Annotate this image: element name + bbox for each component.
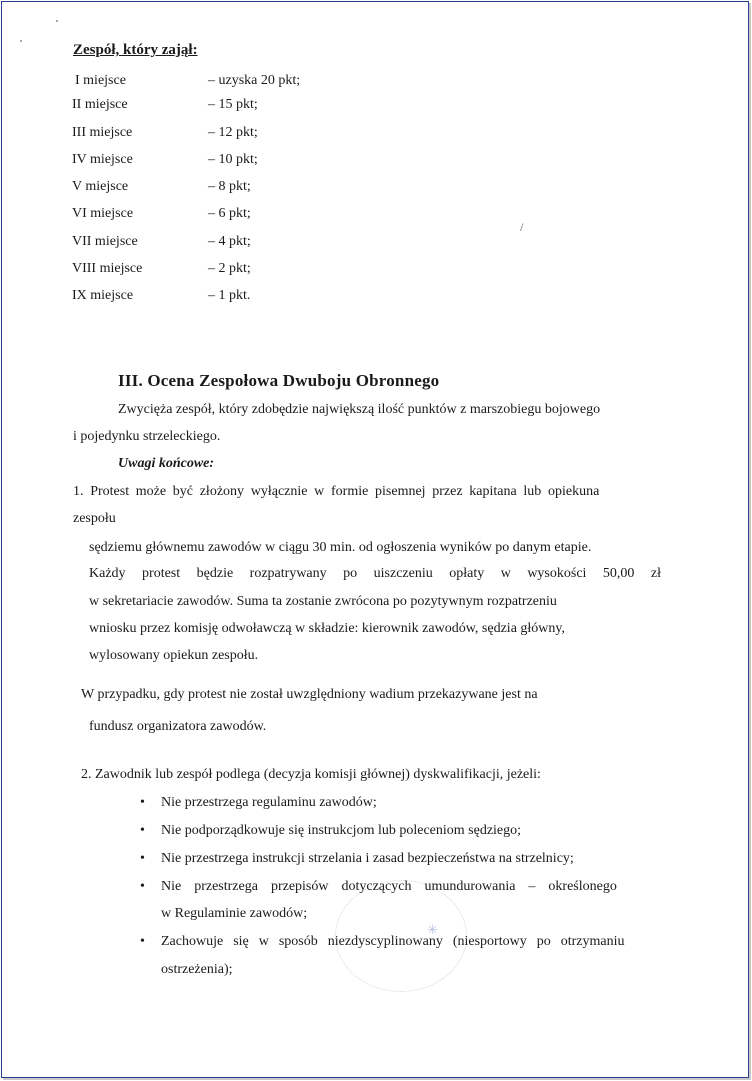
protest-line: wylosowany opiekun zespołu. xyxy=(89,648,259,663)
section-title: III. Ocena Zespołowa Dwuboju Obronnego xyxy=(118,371,440,390)
protest-line: zespołu xyxy=(73,511,116,526)
winner-text-line xyxy=(118,402,664,418)
stamp-star-icon: ✳ xyxy=(427,922,438,937)
protest-line: W przypadku, gdy protest nie został uwzględniony wadium przekazywane jest na xyxy=(81,687,538,702)
place-row xyxy=(72,261,472,281)
bullet-item xyxy=(161,879,661,895)
protest-line: sędziemu głównemu zawodów w ciągu 30 min. od ogłoszenia wyników po danym etapie. xyxy=(89,540,592,555)
bullet-item xyxy=(161,934,661,950)
justified-text: Zwycięża zespół, który zdobędzie największą ilość punktów z marszobiegu bojowego xyxy=(118,402,601,417)
bullet-item-continuation: w Regulaminie zawodów; xyxy=(161,906,308,921)
scan-speck xyxy=(20,40,22,42)
place-label: II miejsce xyxy=(72,97,128,112)
bullet-item-text: Zachowuje się w sposób niezdyscyplinowany (niesportowy po otrzymaniu xyxy=(161,934,625,949)
bullet-item-text: Nie przestrzega przepisów dotyczących umundurowania – określonego xyxy=(161,879,617,894)
place-row xyxy=(72,97,472,117)
scoring-heading: Zespół, który zajął: xyxy=(73,42,198,58)
remarks-title: Uwagi końcowe: xyxy=(118,456,215,471)
place-label: V miejsce xyxy=(72,179,129,194)
place-points: – uzyska 20 pkt; xyxy=(208,73,301,88)
protest-line: w sekretariacie zawodów. Suma ta zostanie zwrócona po pozytywnym rozpatrzeniu xyxy=(89,594,557,609)
place-points: – 2 pkt; xyxy=(208,261,251,276)
place-points: – 1 pkt. xyxy=(208,288,251,303)
place-label: III miejsce xyxy=(72,125,133,140)
place-row xyxy=(72,206,472,226)
protest-line xyxy=(73,484,664,500)
place-label: VII miejsce xyxy=(72,234,138,249)
place-label: VIII miejsce xyxy=(72,261,143,276)
place-row xyxy=(72,179,472,199)
place-points: – 4 pkt; xyxy=(208,234,251,249)
place-points: – 6 pkt; xyxy=(208,206,251,221)
scan-mark: / xyxy=(520,220,524,234)
place-label: VI miejsce xyxy=(72,206,134,221)
scan-speck xyxy=(56,20,58,22)
place-row xyxy=(72,288,472,308)
place-label: IX miejsce xyxy=(72,288,134,303)
place-row xyxy=(72,152,472,172)
place-points: – 10 pkt; xyxy=(208,152,258,167)
place-label: I miejsce xyxy=(75,73,126,88)
place-points: – 15 pkt; xyxy=(208,97,258,112)
place-points: – 12 pkt; xyxy=(208,125,258,140)
bullet-item: Nie podporządkowuje się instrukcjom lub poleceniom sędziego; xyxy=(161,823,522,838)
protest-line: wniosku przez komisję odwoławczą w składzie: kierownik zawodów, sędzia główny, xyxy=(89,621,565,636)
place-row xyxy=(72,125,472,145)
protest-line: fundusz organizatora zawodów. xyxy=(89,719,267,734)
place-label: IV miejsce xyxy=(72,152,133,167)
protest-line-text: Każdy protest będzie rozpatrywany po uiszczeniu opłaty w wysokości 50,00 zł xyxy=(89,566,662,581)
protest-line-text: 1. Protest może być złożony wyłącznie w formie pisemnej przez kapitana lub opiekuna xyxy=(73,484,600,499)
place-points: – 8 pkt; xyxy=(208,179,251,194)
bullet-icon: • xyxy=(140,823,145,838)
bullet-item-continuation: ostrzeżenia); xyxy=(161,962,233,977)
protest-line xyxy=(89,566,663,582)
bullet-item: Nie przestrzega instrukcji strzelania i zasad bezpieczeństwa na strzelnicy; xyxy=(161,851,574,866)
place-row xyxy=(72,234,472,254)
disqualification-intro: 2. Zawodnik lub zespół podlega (decyzja komisji głównej) dyskwalifikacji, jeżeli: xyxy=(81,767,541,782)
place-row xyxy=(72,73,472,93)
winner-text-line: i pojedynku strzeleckiego. xyxy=(73,429,221,444)
bullet-icon: • xyxy=(140,851,145,866)
bullet-item: Nie przestrzega regulaminu zawodów; xyxy=(161,795,377,810)
bullet-icon: • xyxy=(140,795,145,810)
bullet-icon: • xyxy=(140,879,145,894)
bullet-icon: • xyxy=(140,934,145,949)
